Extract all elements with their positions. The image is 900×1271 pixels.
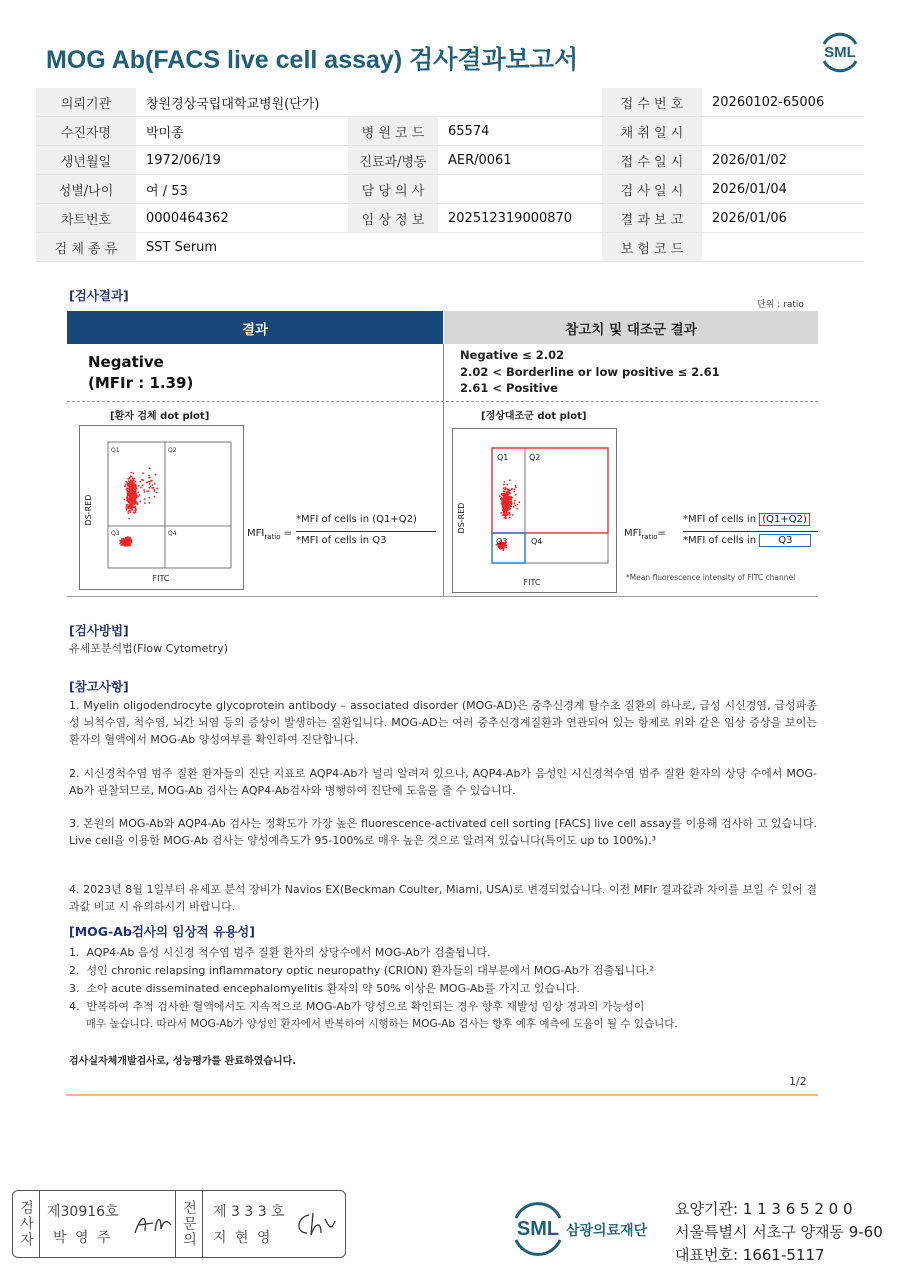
fraction-bar bbox=[683, 531, 818, 532]
dot-plot-point bbox=[130, 507, 132, 509]
dot-plot-point bbox=[149, 497, 151, 499]
dot-plot-point bbox=[135, 481, 137, 483]
svg-text:Q3: Q3 bbox=[496, 537, 508, 546]
unit-label: 단위 : ratio bbox=[757, 300, 804, 310]
info-value: 박미종 bbox=[136, 117, 348, 146]
dot-plot-point bbox=[126, 540, 128, 542]
method-text: 유세포분석법(Flow Cytometry) bbox=[69, 642, 229, 655]
info-label: 수진자명 bbox=[36, 117, 136, 146]
svg-text:Q4: Q4 bbox=[168, 530, 177, 537]
svg-text:Q1: Q1 bbox=[497, 453, 509, 462]
dot-plot-point bbox=[154, 496, 156, 498]
dot-plot-point bbox=[502, 514, 504, 516]
dot-plot-point bbox=[127, 512, 129, 514]
dot-plot-point bbox=[148, 487, 150, 489]
dot-plot-point bbox=[129, 506, 131, 508]
dot-plot-point bbox=[129, 502, 131, 504]
column-divider bbox=[443, 344, 444, 596]
dot-plot-point bbox=[138, 485, 140, 487]
dot-plot-point bbox=[504, 495, 506, 497]
dot-plot-point bbox=[510, 506, 512, 508]
dot-plot-point bbox=[132, 483, 134, 485]
control-numerator: *MFI of cells in (Q1+Q2) bbox=[683, 514, 810, 525]
dot-plot-point bbox=[135, 490, 137, 492]
dot-plot-point bbox=[509, 479, 511, 481]
dot-plot-point bbox=[144, 491, 146, 493]
info-value: SST Serum bbox=[136, 233, 602, 262]
patient-denominator: *MFI of cells in Q3 bbox=[296, 535, 387, 546]
dot-plot-point bbox=[514, 488, 516, 490]
specialist-label: 전문의 bbox=[181, 1200, 197, 1248]
dot-plot-point bbox=[142, 472, 144, 474]
dot-plot-point bbox=[144, 498, 146, 500]
dot-plot-point bbox=[155, 474, 157, 476]
dot-plot-point bbox=[138, 491, 140, 493]
fraction-bar bbox=[296, 531, 436, 532]
result-line1: Negative bbox=[88, 353, 164, 371]
info-label: 결 과 보 고 bbox=[602, 204, 702, 233]
dot-plot-point bbox=[515, 485, 517, 487]
dot-plot-point bbox=[151, 487, 153, 489]
result-value bbox=[88, 352, 193, 394]
dot-plot-point bbox=[148, 477, 150, 479]
dot-plot-point bbox=[509, 514, 511, 516]
svg-text:Q2: Q2 bbox=[168, 447, 177, 454]
dot-plot-point bbox=[150, 480, 152, 482]
dot-plot-point bbox=[129, 511, 131, 513]
dot-plot-point bbox=[130, 494, 132, 496]
reference-column-header: 참고치 및 대조군 결과 bbox=[444, 311, 818, 344]
dot-plot-point bbox=[501, 504, 503, 506]
info-value: 0000464362 bbox=[136, 204, 348, 233]
dot-plot-point bbox=[136, 493, 138, 495]
svg-text:DS-RED: DS-RED bbox=[84, 494, 93, 526]
info-value: 2026/01/06 bbox=[702, 204, 864, 233]
dot-plot-point bbox=[506, 512, 508, 514]
info-label: 접 수 일 시 bbox=[602, 146, 702, 175]
info-value: 2026/01/04 bbox=[702, 175, 864, 204]
dot-plot-point bbox=[504, 503, 506, 505]
dot-plot-point bbox=[505, 505, 507, 507]
dot-plot-point bbox=[148, 475, 150, 477]
info-value: 1972/06/19 bbox=[136, 146, 348, 175]
info-value: 65574 bbox=[438, 117, 602, 146]
dot-plot-point bbox=[507, 502, 509, 504]
dot-plot-point bbox=[142, 479, 144, 481]
info-value: 202512319000870 bbox=[438, 204, 602, 233]
reference-line: 2.61 < Positive bbox=[460, 381, 558, 395]
dot-plot-point bbox=[506, 484, 508, 486]
examiner-label: 검사자 bbox=[18, 1200, 34, 1248]
q3-box: Q3 bbox=[759, 534, 811, 547]
dot-plot-point bbox=[502, 494, 504, 496]
dot-plot-point bbox=[515, 487, 517, 489]
dot-plot-point bbox=[123, 538, 125, 540]
reference-line: Negative ≤ 2.02 bbox=[460, 348, 565, 362]
clinical-item: 4. 반복하여 추적 검사한 혈액에서도 지속적으로 MOG-Ab가 양성으로 확인되는 경우 향후 재발성 임상 경과의 가능성이 bbox=[69, 1000, 645, 1013]
dot-plot-point bbox=[514, 502, 516, 504]
control-mfi-label: $MFI_{ratio}=$ bbox=[624, 528, 666, 541]
specialist-name: 지 현 영 bbox=[213, 1230, 273, 1246]
examiner-signature-icon bbox=[131, 1211, 173, 1239]
validation-note: 검사실자체개발검사로, 성능평가를 완료하였습니다. bbox=[69, 1056, 297, 1067]
dot-plot-point bbox=[134, 489, 136, 491]
method-heading: [검사방법] bbox=[69, 623, 129, 638]
dot-plot-point bbox=[500, 512, 502, 514]
note-item: 1. Myelin oligodendrocyte glycoprotein antibody – associated disorder (MOG-AD)은 중추신경계 탈수초 질환의 하나로, 급성 시신경염, 급성파종성 뇌척수염, 척수염, 뇌간 뇌염 등의 증상이 발생하는 질환입니다. MOG-AD는 여러 중추신경계질환과 연관되어 있는 항제로 위와 같은 임상 증상을 보이는 환자의 혈액에서 MOG-Ab 양성여부를 확인하여 진단합니다. bbox=[69, 699, 817, 746]
dot-plot-point bbox=[131, 500, 133, 502]
info-label: 검 체 종 류 bbox=[36, 233, 136, 262]
dot-plot-point bbox=[131, 487, 133, 489]
dot-plot-point bbox=[511, 488, 513, 490]
dot-plot-point bbox=[510, 497, 512, 499]
svg-text:Q2: Q2 bbox=[529, 453, 541, 462]
dot-plot-point bbox=[135, 485, 137, 487]
reference-ranges bbox=[460, 347, 720, 397]
clinical-heading: [MOG-Ab검사의 임상적 유용성] bbox=[69, 924, 255, 939]
dot-plot-point bbox=[122, 544, 124, 546]
dot-plot-point bbox=[513, 491, 515, 493]
info-label: 보 험 코 드 bbox=[602, 233, 702, 262]
dot-plot-point bbox=[133, 492, 135, 494]
sml-logo-icon bbox=[818, 30, 862, 74]
specialist-signature-icon bbox=[291, 1209, 337, 1239]
mfi-footnote: *Mean fluorescence intensity of FITC channel bbox=[626, 573, 796, 582]
dot-plot-point bbox=[127, 478, 129, 480]
note-item: 3. 본원의 MOG-Ab와 AQP4-Ab 검사는 정확도가 가장 높은 fluorescence-activated cell sorting [FACS] live cell assay를 이용해 검사하 고 있습니다. Live cell을 이용한 MOG-Ab 검사는 양성예측도가 95-100%로 매우 높은 것으로 알려져 있습니다(특이도 up to 100%).³ bbox=[69, 817, 817, 847]
dot-plot-point bbox=[509, 508, 511, 510]
info-value: 여 / 53 bbox=[136, 175, 348, 204]
dot-plot-point bbox=[139, 481, 141, 483]
dot-plot-point bbox=[125, 507, 127, 509]
dot-plot-point bbox=[134, 512, 136, 514]
dashed-separator bbox=[67, 401, 818, 402]
specialist-license: 제 3 3 3 호 bbox=[213, 1204, 285, 1220]
dot-plot-point bbox=[505, 500, 507, 502]
dot-plot-point bbox=[507, 510, 509, 512]
dot-plot-point bbox=[129, 497, 131, 499]
dot-plot-point bbox=[502, 507, 504, 509]
dot-plot-point bbox=[509, 501, 511, 503]
info-value bbox=[702, 117, 864, 146]
report-title: MOG Ab(FACS live cell assay) 검사결과보고서 bbox=[46, 46, 579, 74]
dot-plot-point bbox=[503, 484, 505, 486]
note-item: 4. 2023년 8월 1일부터 유세포 분석 장비가 Navios EX(Beckman Coulter, Miami, USA)로 변경되었습니다. 이전 MFIr 결과값과 차이를 보일 수 있어 결과값 비교 시 유의하시기 바랍니다. bbox=[69, 883, 817, 913]
dot-plot-point bbox=[126, 483, 128, 485]
dot-plot-point bbox=[130, 472, 132, 474]
info-label: 병 원 코 드 bbox=[348, 117, 438, 146]
dot-plot-point bbox=[149, 467, 151, 469]
footer-logo bbox=[508, 1200, 648, 1260]
dot-plot-point bbox=[142, 484, 144, 486]
dot-plot-point bbox=[504, 481, 506, 483]
dot-plot-point bbox=[125, 484, 127, 486]
dot-plot-point bbox=[129, 486, 131, 488]
institution-code: 요양기관: 1 1 3 6 5 2 0 0 bbox=[675, 1200, 853, 1218]
clinical-item: 매우 높습니다. 따라서 MOG-Ab가 양성인 환자에서 반복하여 시행하는 MOG-Ab 검사는 향후 예후 예측에 도움이 될 수 있습니다. bbox=[69, 1018, 678, 1030]
dot-plot-point bbox=[143, 489, 145, 491]
info-label: 임 상 정 보 bbox=[348, 204, 438, 233]
dot-plot-point bbox=[516, 508, 518, 510]
patient-numerator: *MFI of cells in (Q1+Q2) bbox=[296, 514, 417, 525]
dot-plot-point bbox=[148, 502, 150, 504]
dot-plot-point bbox=[120, 541, 122, 543]
dot-plot-point bbox=[144, 502, 146, 504]
clinical-item: 2. 성인 chronic relapsing inflammatory optic neuropathy (CRION) 환자들의 대부분에서 MOG-Ab가 검출됩니다.² bbox=[69, 964, 654, 977]
dot-plot-point bbox=[501, 546, 503, 548]
footer-divider bbox=[66, 1094, 818, 1096]
dot-plot-point bbox=[498, 546, 500, 548]
dot-plot-point bbox=[499, 495, 501, 497]
dot-plot-point bbox=[129, 539, 131, 541]
dot-plot-point bbox=[124, 499, 126, 501]
dot-plot-point bbox=[129, 489, 131, 491]
dot-plot-point bbox=[130, 541, 132, 543]
signature-stamp bbox=[12, 1190, 346, 1258]
info-label: 성별/나이 bbox=[36, 175, 136, 204]
dot-plot-point bbox=[514, 504, 516, 506]
info-label: 접 수 번 호 bbox=[602, 88, 702, 117]
dot-plot-point bbox=[130, 492, 132, 494]
dot-plot-point bbox=[152, 484, 154, 486]
dot-plot-point bbox=[131, 489, 133, 491]
dot-plot-point bbox=[514, 500, 516, 502]
dot-plot-point bbox=[137, 503, 139, 505]
dot-plot-point bbox=[130, 475, 132, 477]
svg-text:Q3: Q3 bbox=[111, 530, 120, 537]
dot-plot-point bbox=[512, 514, 514, 516]
dot-plot-point bbox=[501, 493, 503, 495]
dot-plot-point bbox=[127, 504, 129, 506]
dot-plot-point bbox=[135, 501, 137, 503]
examiner-name: 박 영 주 bbox=[53, 1230, 113, 1246]
dot-plot-point bbox=[509, 517, 511, 519]
result-line2: (MFIr : 1.39) bbox=[88, 374, 194, 392]
dot-plot-point bbox=[128, 510, 130, 512]
info-value bbox=[702, 233, 864, 262]
patient-plot-label: [환자 검체 dot plot] bbox=[110, 411, 210, 422]
dot-plot-point bbox=[133, 503, 135, 505]
dot-plot-point bbox=[504, 512, 506, 514]
dot-plot-point bbox=[126, 500, 128, 502]
dot-plot-point bbox=[503, 517, 505, 519]
result-bottom-line bbox=[67, 596, 818, 597]
dot-plot-point bbox=[156, 492, 158, 494]
info-value bbox=[438, 175, 602, 204]
dot-plot-point bbox=[140, 487, 142, 489]
dot-plot-point bbox=[157, 488, 159, 490]
dot-plot-point bbox=[517, 504, 519, 506]
dot-plot-point bbox=[131, 505, 133, 507]
dot-plot-point bbox=[509, 492, 511, 494]
info-label: 차트번호 bbox=[36, 204, 136, 233]
info-row bbox=[36, 88, 864, 117]
dot-plot-point bbox=[505, 509, 507, 511]
svg-text:FITC: FITC bbox=[523, 578, 541, 587]
dot-plot-point bbox=[139, 500, 141, 502]
clinical-item: 3. 소아 acute disseminated encephalomyelitis 환자의 약 50% 이상은 MOG-Ab를 가지고 있습니다. bbox=[69, 982, 580, 995]
dot-plot-point bbox=[136, 497, 138, 499]
dot-plot-point bbox=[132, 492, 134, 494]
dot-plot-point bbox=[133, 478, 135, 480]
info-label: 검 사 일 시 bbox=[602, 175, 702, 204]
dot-plot-point bbox=[132, 473, 134, 475]
dot-plot-point bbox=[128, 498, 130, 500]
dot-plot-point bbox=[507, 493, 509, 495]
dot-plot-point bbox=[506, 495, 508, 497]
dot-plot-point bbox=[126, 488, 128, 490]
dot-plot-point bbox=[154, 483, 156, 485]
svg-text:FITC: FITC bbox=[152, 574, 170, 583]
info-label: 진료과/병동 bbox=[348, 146, 438, 175]
dot-plot-point bbox=[125, 481, 127, 483]
dot-plot-point bbox=[505, 517, 507, 519]
info-value: 창원경상국립대학교병원(단가) bbox=[136, 88, 602, 117]
dot-plot-point bbox=[508, 512, 510, 514]
patient-mfi-label: $MFI_{ratio}$ = bbox=[247, 528, 293, 541]
dot-plot-point bbox=[503, 487, 505, 489]
info-row bbox=[36, 204, 864, 233]
svg-text:SML: SML bbox=[824, 44, 856, 61]
dot-plot-point bbox=[504, 514, 506, 516]
dot-plot-point bbox=[154, 490, 156, 492]
info-row bbox=[36, 233, 864, 262]
dot-plot-point bbox=[126, 505, 128, 507]
dot-plot-point bbox=[511, 504, 513, 506]
dot-plot-point bbox=[128, 518, 130, 520]
dot-plot-point bbox=[500, 498, 502, 500]
dot-plot-point bbox=[132, 507, 134, 509]
dot-plot-point bbox=[502, 509, 504, 511]
result-heading: [검사결과] bbox=[69, 288, 129, 303]
clinical-item: 1. AQP4-Ab 음성 시신경 척수염 범주 질환 환자의 상당수에서 MOG-Ab가 검출됩니다. bbox=[69, 946, 491, 959]
patient-info-table bbox=[36, 88, 864, 262]
info-row bbox=[36, 117, 864, 146]
reference-line: 2.02 < Borderline or low positive ≤ 2.61 bbox=[460, 364, 720, 379]
q1q2-box: (Q1+Q2) bbox=[759, 513, 810, 526]
svg-text:SML: SML bbox=[516, 1218, 560, 1240]
info-value: 2026/01/02 bbox=[702, 146, 864, 175]
dot-plot-point bbox=[128, 544, 130, 546]
notes-heading: [참고사항] bbox=[69, 679, 129, 694]
dot-plot-point bbox=[508, 498, 510, 500]
dot-plot-point bbox=[503, 491, 505, 493]
dot-plot-point bbox=[150, 486, 152, 488]
dot-plot-point bbox=[506, 546, 508, 548]
note-item: 2. 시신경척수염 범주 질환 환자들의 진단 지표로 AQP4-Ab가 널리 알려져 있으나, AQP4-Ab가 음성인 시신경척수염 범주 질환 환자의 상당 수에서 MOG-Ab가 관찰되므로, MOG-Ab 검사는 AQP4-Ab검사와 병행하여 진단에 도움을 줄 수 있습니다. bbox=[69, 767, 817, 797]
phone: 대표번호: 1661-5117 bbox=[675, 1246, 825, 1264]
dot-plot-point bbox=[508, 489, 510, 491]
info-label: 의뢰기관 bbox=[36, 88, 136, 117]
dot-plot-point bbox=[504, 499, 506, 501]
dot-plot-point bbox=[126, 509, 128, 511]
info-row bbox=[36, 175, 864, 204]
result-column-header: 결과 bbox=[67, 311, 443, 344]
dot-plot-point bbox=[129, 484, 131, 486]
dot-plot-point bbox=[515, 494, 517, 496]
dot-plot-point bbox=[518, 501, 520, 503]
dot-plot-point bbox=[504, 497, 506, 499]
dot-plot-point bbox=[513, 506, 515, 508]
dot-plot-point bbox=[133, 495, 135, 497]
dot-plot-point bbox=[148, 490, 150, 492]
dot-plot-point bbox=[135, 508, 137, 510]
foundation-name: 삼광의료재단 bbox=[566, 1223, 648, 1239]
info-value: 20260102-65006 bbox=[702, 88, 864, 117]
control-denominator: *MFI of cells in Q3 bbox=[683, 535, 811, 546]
control-dot-plot bbox=[452, 428, 617, 593]
svg-text:DS-RED: DS-RED bbox=[457, 502, 466, 534]
dot-plot-point bbox=[124, 540, 126, 542]
address: 서울특별시 서초구 양재동 9-60 bbox=[675, 1223, 883, 1241]
page-number: 1/2 bbox=[789, 1075, 807, 1088]
dot-plot-point bbox=[126, 538, 128, 540]
dot-plot-point bbox=[146, 482, 148, 484]
info-label: 담 당 의 사 bbox=[348, 175, 438, 204]
info-label: 생년월일 bbox=[36, 146, 136, 175]
dot-plot-point bbox=[129, 495, 131, 497]
dot-plot-point bbox=[503, 549, 505, 551]
dot-plot-point bbox=[148, 481, 150, 483]
dot-plot-point bbox=[149, 483, 151, 485]
dot-plot-point bbox=[139, 494, 141, 496]
info-row bbox=[36, 146, 864, 175]
patient-dot-plot bbox=[79, 425, 244, 590]
dot-plot-point bbox=[501, 502, 503, 504]
dot-plot-point bbox=[135, 487, 137, 489]
svg-text:Q1: Q1 bbox=[111, 447, 120, 454]
dot-plot-point bbox=[137, 496, 139, 498]
control-plot-label: [정상대조군 dot plot] bbox=[481, 411, 587, 422]
dot-plot-point bbox=[503, 546, 505, 548]
svg-text:Q4: Q4 bbox=[531, 537, 543, 546]
sml-logo-icon bbox=[508, 1200, 568, 1256]
dot-plot-point bbox=[504, 489, 506, 491]
info-value: AER/0061 bbox=[438, 146, 602, 175]
info-label: 채 취 일 시 bbox=[602, 117, 702, 146]
examiner-license: 제30916호 bbox=[47, 1204, 119, 1220]
dot-plot-point bbox=[128, 493, 130, 495]
